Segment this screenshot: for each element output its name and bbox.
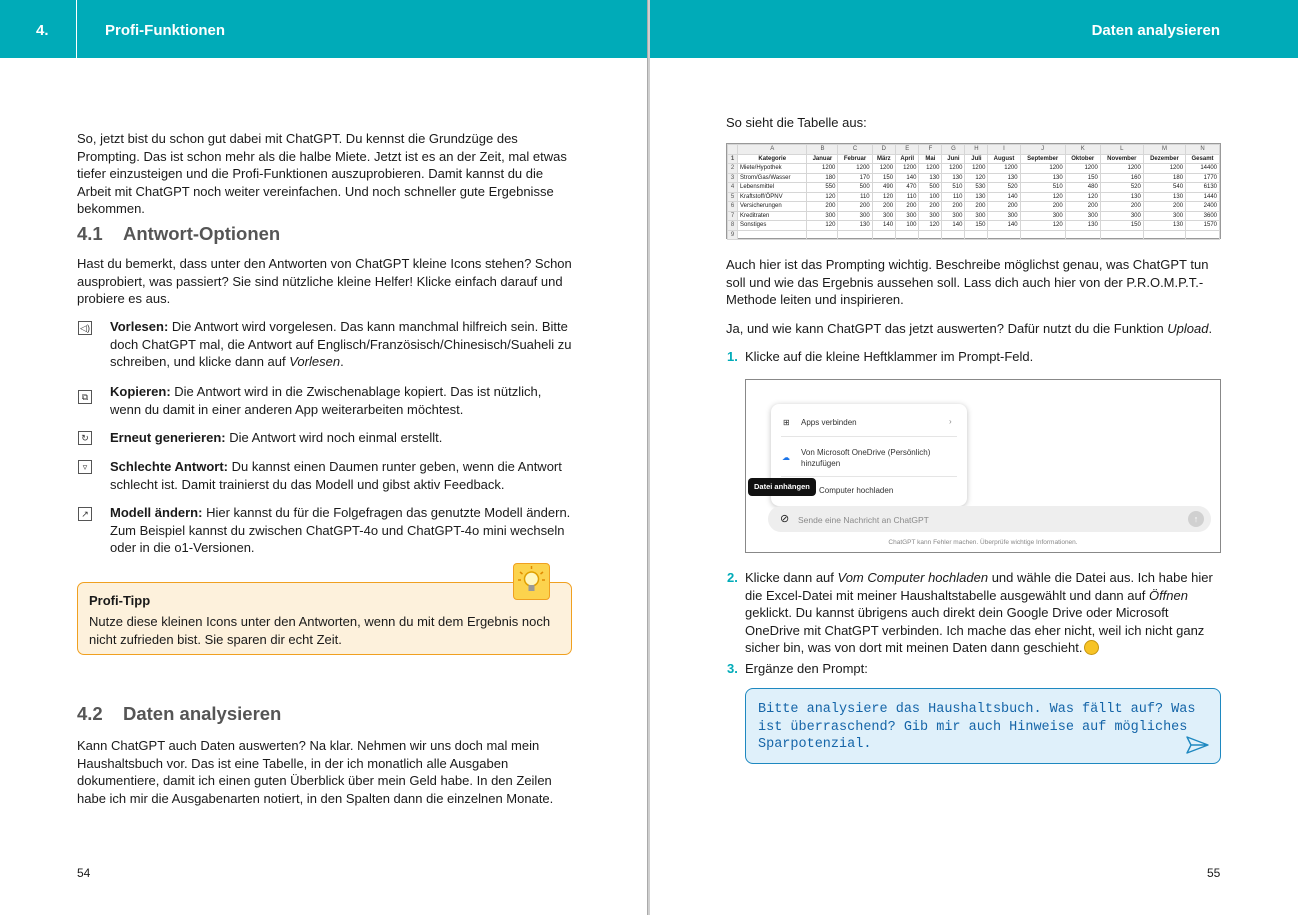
table-cell: 110 — [942, 192, 965, 202]
table-cell: 300 — [1020, 211, 1065, 221]
step-number: 2. — [727, 570, 738, 585]
table-cell: 140 — [896, 173, 919, 183]
section-title: Daten analysieren — [123, 703, 282, 724]
table-cell: 1200 — [896, 164, 919, 174]
table-row — [728, 211, 1220, 221]
table-cell: 140 — [988, 221, 1020, 231]
section-4-1-paragraph: Hast du bemerkt, dass unter den Antworten von ChatGPT kleine Icons stehen? Schon ausprobiert, was passiert? Sie sind nützliche kleine Helfer! Klicke einfach darauf und probiere es aus. — [77, 256, 572, 306]
column-letter: M — [1143, 145, 1185, 155]
table-cell: 1200 — [988, 164, 1020, 174]
table-cell: 14400 — [1186, 164, 1220, 174]
table-cell: 510 — [942, 183, 965, 193]
option-emphasis: Vorlesen — [289, 354, 341, 369]
left-page — [0, 0, 648, 915]
budget-table — [727, 144, 1220, 240]
row-number: 6 — [728, 202, 738, 212]
column-letter: H — [965, 145, 988, 155]
table-cell: 130 — [942, 173, 965, 183]
row-number: 2 — [728, 164, 738, 174]
header-row — [728, 154, 1220, 164]
section-number: 4.1 — [77, 223, 103, 244]
column-letter: D — [872, 145, 895, 155]
menu-divider — [781, 476, 957, 477]
table-cell: 1200 — [1143, 164, 1185, 174]
table-cell — [896, 230, 919, 240]
table-cell — [838, 230, 872, 240]
page-number: 55 — [1207, 866, 1221, 880]
option-term: Vorlesen: — [110, 319, 169, 334]
option-bad-answer — [110, 458, 572, 493]
table-cell: 520 — [1100, 183, 1143, 193]
table-cell: 1200 — [838, 164, 872, 174]
table-cell: 130 — [1020, 173, 1065, 183]
empty-row — [728, 230, 1220, 240]
option-end: . — [340, 354, 344, 369]
table-cell: 200 — [896, 202, 919, 212]
column-letter: B — [807, 145, 838, 155]
step-2-b: und wähle die Datei aus. Ich habe hier die Excel-Datei mit meiner Haushaltstabelle ausgewählt und dann auf — [745, 570, 1213, 603]
table-cell: 200 — [1020, 202, 1065, 212]
prompting-paragraph: Auch hier ist das Prompting wichtig. Beschreibe möglichst genau, was ChatGPT tun soll und wie das Ergebnis aussehen soll. Lass dich auch hier von der P.R.O.M.P.T.-Methode leiten und inspirieren. — [726, 257, 1209, 307]
table-cell: 1440 — [1186, 192, 1220, 202]
table-cell: Kraftstoff/ÖPNV — [738, 192, 807, 202]
table-cell: 180 — [1143, 173, 1185, 183]
table-cell: 200 — [988, 202, 1020, 212]
step-1-text: Klicke auf die kleine Heftklammer im Prompt-Feld. — [745, 349, 1034, 364]
table-cell — [988, 230, 1020, 240]
table-cell: Strom/Gas/Wasser — [738, 173, 807, 183]
option-term: Kopieren: — [110, 384, 171, 399]
upload-end: . — [1208, 321, 1213, 336]
table-cell: 150 — [1065, 173, 1100, 183]
table-cell: Sonstiges — [738, 221, 807, 231]
tip-title: Profi-Tipp — [89, 593, 151, 608]
column-letter: J — [1020, 145, 1065, 155]
option-term: Schlechte Antwort: — [110, 459, 228, 474]
step-2-emphasis: Öffnen — [1148, 587, 1188, 603]
table-cell: 150 — [1100, 221, 1143, 231]
send-arrow-icon[interactable]: ↑ — [1188, 511, 1204, 527]
table-cell: 120 — [1065, 192, 1100, 202]
send-icon — [1186, 735, 1210, 755]
step-2-a: Klicke dann auf — [745, 570, 838, 585]
table-cell — [942, 230, 965, 240]
table-cell: 1200 — [1100, 164, 1143, 174]
row-number: 8 — [728, 221, 738, 231]
chevron-right-icon: › — [949, 417, 952, 426]
table-cell: 510 — [1020, 183, 1065, 193]
table-cell — [872, 230, 895, 240]
table-cell: 120 — [965, 173, 988, 183]
header-cell: Juli — [965, 154, 988, 164]
option-copy — [110, 383, 572, 418]
header-cell: Juni — [942, 154, 965, 164]
table-cell — [965, 230, 988, 240]
table-cell: 540 — [1143, 183, 1185, 193]
menu-item-onedrive[interactable] — [801, 447, 930, 469]
table-cell: 200 — [872, 202, 895, 212]
header-cell: Mai — [919, 154, 942, 164]
table-cell: 130 — [1100, 192, 1143, 202]
section-title: Antwort-Optionen — [123, 223, 281, 244]
row-number: 9 — [728, 230, 738, 240]
chapter-number: 4. — [36, 22, 49, 39]
table-cell: 2400 — [1186, 202, 1220, 212]
table-row — [728, 202, 1220, 212]
header-cell: März — [872, 154, 895, 164]
table-cell: 180 — [807, 173, 838, 183]
table-cell: Kreditraten — [738, 211, 807, 221]
step-2-emphasis: Vom Computer hochladen — [837, 570, 989, 585]
table-cell: 120 — [919, 221, 942, 231]
table-cell: 1200 — [1065, 164, 1100, 174]
table-cell: 300 — [1065, 211, 1100, 221]
table-cell: 130 — [988, 173, 1020, 183]
header-cell: November — [1100, 154, 1143, 164]
table-cell: 550 — [807, 183, 838, 193]
column-letter: G — [942, 145, 965, 155]
table-cell: 200 — [1143, 202, 1185, 212]
menu-divider — [781, 436, 957, 437]
table-cell: 110 — [838, 192, 872, 202]
table-cell — [1100, 230, 1143, 240]
option-text: Die Antwort wird in die Zwischenablage kopiert. Das ist nützlich, wenn du damit in einer anderen App weiterarbeiten möchtest. — [110, 384, 542, 417]
table-intro: So sieht die Tabelle aus: — [726, 115, 867, 130]
table-cell: 140 — [872, 221, 895, 231]
column-letters-row — [728, 145, 1220, 155]
section-heading-4-2 — [77, 703, 281, 725]
table-cell: 170 — [838, 173, 872, 183]
prompt-input[interactable] — [768, 506, 1211, 532]
table-cell: 130 — [965, 192, 988, 202]
menu-item-apps[interactable]: Apps verbinden — [801, 418, 857, 427]
model-switch-icon: ↗ — [78, 507, 92, 521]
row-number: 4 — [728, 183, 738, 193]
prompt-placeholder: Sende eine Nachricht an ChatGPT — [798, 515, 929, 525]
thumbs-down-icon: ▿ — [78, 460, 92, 474]
header-cell: Oktober — [1065, 154, 1100, 164]
table-cell: 1200 — [919, 164, 942, 174]
table-cell: 200 — [838, 202, 872, 212]
table-cell: 120 — [807, 192, 838, 202]
table-cell: 100 — [919, 192, 942, 202]
option-term: Modell ändern: — [110, 505, 203, 520]
row-number: 5 — [728, 192, 738, 202]
table-cell: 300 — [965, 211, 988, 221]
table-row — [728, 192, 1220, 202]
table-cell: 500 — [838, 183, 872, 193]
attach-tooltip: Datei anhängen — [748, 478, 816, 496]
table-cell: 130 — [838, 221, 872, 231]
option-regenerate — [110, 429, 572, 447]
table-cell: 100 — [896, 221, 919, 231]
table-cell: 110 — [896, 192, 919, 202]
header-cell: April — [896, 154, 919, 164]
speaker-icon: ◁) — [78, 321, 92, 335]
table-cell: 490 — [872, 183, 895, 193]
header-title: Daten analysieren — [1091, 22, 1220, 39]
table-cell: 6130 — [1186, 183, 1220, 193]
section-heading-4-1 — [77, 223, 280, 245]
onedrive-line2: hinzufügen — [801, 459, 841, 468]
table-cell — [1186, 230, 1220, 240]
table-cell: 1570 — [1186, 221, 1220, 231]
row-number: 1 — [728, 154, 738, 164]
upload-emphasis: Upload — [1167, 321, 1209, 336]
table-cell: 500 — [919, 183, 942, 193]
table-cell: 300 — [807, 211, 838, 221]
table-cell: 300 — [1100, 211, 1143, 221]
table-cell: 300 — [872, 211, 895, 221]
intro-paragraph: So, jetzt bist du schon gut dabei mit ChatGPT. Du kennst die Grundzüge des Prompting. Das ist schon mehr als die halbe Miete. Jetzt ist es an der Zeit, mal etwas tiefer einzusteigen und die Profi-Funktionen auszuprobieren. Damit kannst du die Arbeit mit ChatGPT noch weiter vereinfachen. Und noch schneller gute Ergebnisse bekommen. — [77, 131, 567, 216]
option-term: Erneut generieren: — [110, 430, 226, 445]
table-cell: Lebensmittel — [738, 183, 807, 193]
copy-icon: ⧉ — [78, 390, 92, 404]
table-cell: 1200 — [872, 164, 895, 174]
table-cell: 300 — [896, 211, 919, 221]
step-3-text: Ergänze den Prompt: — [745, 661, 868, 676]
chapter-title: Profi-Funktionen — [105, 22, 225, 39]
table-row — [728, 183, 1220, 193]
table-cell: 200 — [965, 202, 988, 212]
table-cell: 530 — [965, 183, 988, 193]
table-cell: 120 — [1020, 221, 1065, 231]
menu-item-upload-computer[interactable]: Computer hochladen — [819, 486, 894, 495]
table-cell: 160 — [1100, 173, 1143, 183]
option-text: Du kannst einen Daumen runter geben, wenn die Antwort schlecht ist. Damit trainierst du das Modell und gibst aktiv Feedback. — [110, 459, 562, 492]
header-cell: Januar — [807, 154, 838, 164]
table-cell: 200 — [1100, 202, 1143, 212]
table-cell: 120 — [1020, 192, 1065, 202]
table-cell — [1020, 230, 1065, 240]
table-cell: 200 — [919, 202, 942, 212]
chatgpt-upload-screenshot — [745, 379, 1221, 553]
option-text: Die Antwort wird noch einmal erstellt. — [225, 430, 443, 445]
column-letter: N — [1186, 145, 1220, 155]
column-letter: I — [988, 145, 1020, 155]
table-cell: 1200 — [1020, 164, 1065, 174]
column-letter: K — [1065, 145, 1100, 155]
step-2-text — [745, 569, 1221, 657]
table-cell: 130 — [1065, 221, 1100, 231]
onedrive-cloud-icon: ☁ — [782, 453, 790, 462]
table-cell — [738, 230, 807, 240]
wink-emoji-icon — [1084, 640, 1099, 655]
table-cell: 140 — [988, 192, 1020, 202]
onedrive-line1: Von Microsoft OneDrive (Persönlich) — [801, 448, 931, 457]
pro-tip-box — [77, 582, 572, 655]
section-header — [650, 0, 1298, 58]
table-row — [728, 173, 1220, 183]
table-cell: 130 — [919, 173, 942, 183]
header-cell: September — [1020, 154, 1065, 164]
table-cell — [807, 230, 838, 240]
option-change-model — [110, 504, 572, 557]
table-cell: 300 — [942, 211, 965, 221]
table-cell: 150 — [965, 221, 988, 231]
table-cell: 480 — [1065, 183, 1100, 193]
table-cell: 130 — [1143, 192, 1185, 202]
spreadsheet-screenshot — [726, 143, 1221, 239]
table-cell: 1200 — [807, 164, 838, 174]
step-number: 3. — [727, 661, 738, 676]
regenerate-icon: ↻ — [78, 431, 92, 445]
table-cell: 3600 — [1186, 211, 1220, 221]
table-cell: 1200 — [965, 164, 988, 174]
header-cell: Gesamt — [1186, 154, 1220, 164]
header-cell: Kategorie — [738, 154, 807, 164]
table-row — [728, 221, 1220, 231]
table-cell: 130 — [1143, 221, 1185, 231]
table-cell: 200 — [807, 202, 838, 212]
lightbulb-icon — [513, 563, 550, 600]
table-cell: 470 — [896, 183, 919, 193]
header-cell: Februar — [838, 154, 872, 164]
column-letter — [728, 145, 738, 155]
table-cell: 200 — [942, 202, 965, 212]
disclaimer: ChatGPT kann Fehler machen. Überprüfe wichtige Informationen. — [888, 539, 1078, 546]
tip-text: Nutze diese kleinen Icons unter den Antworten, wenn du mit dem Ergebnis noch nicht zufrieden bist. Sie sparen dir echt Zeit. — [89, 614, 551, 647]
table-cell: 300 — [988, 211, 1020, 221]
column-letter: E — [896, 145, 919, 155]
step-2-c: geklickt. Du kannst übrigens auch direkt dein Google Drive oder Microsoft OneDrive mit ChatGPT verbinden. Ich mache das eher nicht, weil ich nicht ganz sicher bin, was von dort mit meinen Daten dann geschieht. — [745, 605, 1205, 655]
row-number: 3 — [728, 173, 738, 183]
table-cell: 200 — [1065, 202, 1100, 212]
page-number: 54 — [77, 866, 91, 880]
upload-paragraph — [726, 320, 1221, 338]
option-text: Hier kannst du für die Folgefragen das genutzte Modell ändern. Zum Beispiel kannst du zwischen ChatGPT-4o und ChatGPT-4o mini wechseln oder in die o1-Versionen. — [110, 505, 571, 555]
prompt-text: Bitte analysiere das Haushaltsbuch. Was fällt auf? Was ist überraschend? Gib mir auch Hinweise auf mögliches Sparpotenzial. — [758, 702, 1196, 752]
table-cell: 300 — [1143, 211, 1185, 221]
section-number: 4.2 — [77, 703, 103, 724]
table-row — [728, 164, 1220, 174]
header-divider — [76, 0, 77, 58]
table-cell: 520 — [988, 183, 1020, 193]
column-letter: F — [919, 145, 942, 155]
table-cell: 150 — [872, 173, 895, 183]
table-cell: Versicherungen — [738, 202, 807, 212]
table-cell: 140 — [942, 221, 965, 231]
row-number: 7 — [728, 211, 738, 221]
table-cell: 1200 — [942, 164, 965, 174]
table-cell: Miete/Hypothek — [738, 164, 807, 174]
section-4-2-paragraph: Kann ChatGPT auch Daten auswerten? Na klar. Nehmen wir uns doch mal mein Haushaltsbuch vor. Das ist eine Tabelle, in der ich monatlich alle Ausgaben dokumentiere, damit ich einen guten Überblick über mein Geld habe. In den Zeilen habe ich mir die Ausgabenarten notiert, in den Spalten dann die einzelnen Monate. — [77, 738, 554, 806]
apps-grid-icon: ⊞ — [783, 418, 790, 427]
header-cell: Dezember — [1143, 154, 1185, 164]
column-letter: L — [1100, 145, 1143, 155]
option-text: Die Antwort wird vorgelesen. Das kann manchmal hilfreich sein. Bitte doch ChatGPT mal, die Antwort auf Englisch/Französisch/Chinesisch/Suaheli zu schreiben, und klicke dann auf — [110, 319, 572, 369]
column-letter: C — [838, 145, 872, 155]
upload-text: Ja, und wie kann ChatGPT das jetzt auswerten? Dafür nutzt du die Funktion — [726, 321, 1168, 336]
step-number: 1. — [727, 349, 738, 364]
header-cell: August — [988, 154, 1020, 164]
prompt-box — [745, 688, 1221, 764]
table-cell: 300 — [838, 211, 872, 221]
column-letter: A — [738, 145, 807, 155]
table-cell: 120 — [872, 192, 895, 202]
table-cell — [1143, 230, 1185, 240]
table-cell — [919, 230, 942, 240]
table-body — [728, 154, 1220, 240]
table-cell: 1770 — [1186, 173, 1220, 183]
chapter-header — [0, 0, 647, 58]
option-read-aloud — [110, 318, 572, 371]
paperclip-icon[interactable]: ⊘ — [780, 513, 790, 525]
table-cell: 300 — [919, 211, 942, 221]
table-cell — [1065, 230, 1100, 240]
table-cell: 120 — [807, 221, 838, 231]
